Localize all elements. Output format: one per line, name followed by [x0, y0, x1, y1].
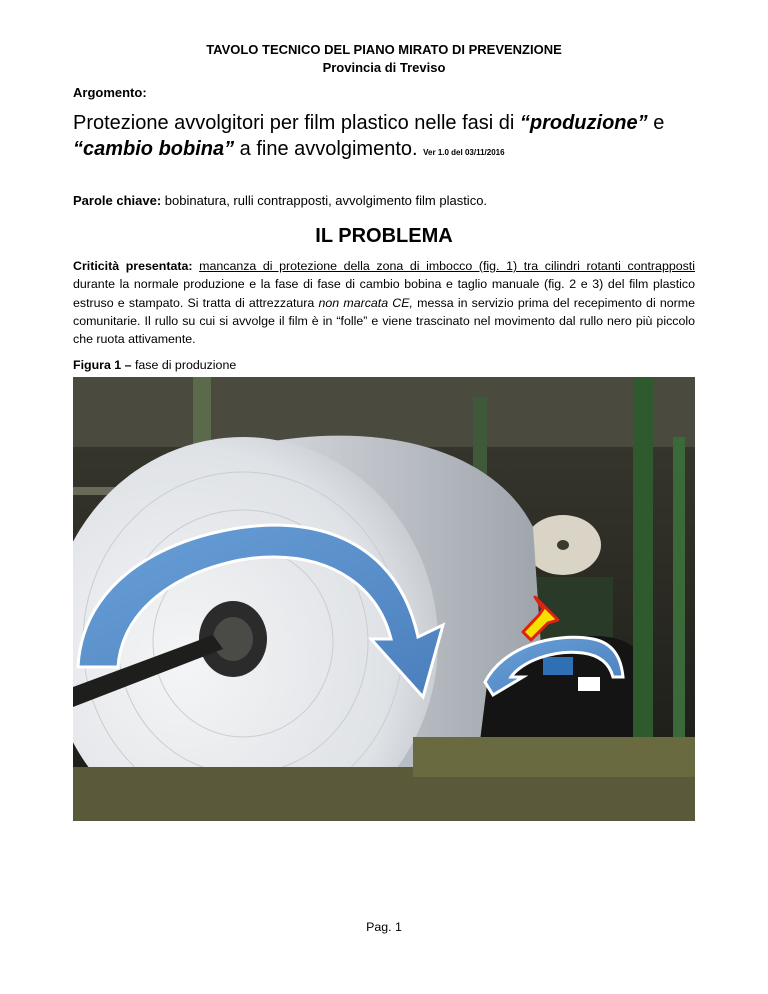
- problem-text1: durante la normale produzione e la fase di fase di cambio bobina e taglio manuale (fig. 2 e 3) del film plastico estruso e stampato. Si tratta di attrezzatura: [73, 277, 695, 310]
- figure-caption: [73, 358, 236, 372]
- header-subtitle: Provincia di Treviso: [322, 60, 446, 75]
- title-dot: .: [412, 138, 424, 160]
- roller-label: [578, 677, 600, 691]
- figure-label: Figura 1 –: [73, 358, 132, 372]
- problem-text2: messa in servizio prima del recepimento di norme comunitarie. Il rullo su cui si avvolge il film è in “folle” e viene trascinato nel movimento dal rullo nero più piccolo che ruota attivamente.: [73, 295, 695, 347]
- roller-label: [543, 657, 573, 675]
- figure-caption-text: fase di produzione: [131, 358, 237, 372]
- keywords-label: Parole chiave:: [73, 193, 162, 208]
- production-photo-illustration: [73, 377, 695, 821]
- title-part2: e: [647, 112, 665, 134]
- title-emph-produzione: “produzione”: [519, 112, 648, 134]
- problem-underlined: mancanza di protezione della zona di imbocco (fig. 1) tra cilindri rotanti contrapposti: [199, 259, 696, 273]
- title-part3: a fine avvolgimento: [234, 138, 413, 160]
- problem-label: Criticità presentata:: [73, 259, 193, 273]
- title-part1: Protezione avvolgitori per film plastico nelle fasi di: [73, 112, 520, 134]
- problem-paragraph: [73, 257, 695, 348]
- background-roll-core: [557, 540, 569, 550]
- roll-hub-inner: [213, 617, 253, 661]
- factory-ceiling: [73, 377, 695, 447]
- version-label: Ver 1.0 del 03/11/2016: [423, 148, 505, 157]
- machine-frame-green: [673, 437, 685, 757]
- argument-label: Argomento:: [73, 85, 147, 100]
- page-number: Pag. 1: [366, 920, 402, 934]
- title-emph-cambio-bobina: “cambio bobina”: [73, 138, 235, 160]
- figure-1-photo: [73, 377, 695, 821]
- header-title: TAVOLO TECNICO DEL PIANO MIRATO DI PREVENZIONE: [206, 42, 562, 57]
- keywords: [73, 193, 487, 208]
- keywords-text: bobinatura, rulli contrapposti, avvolgimento film plastico.: [161, 193, 488, 208]
- machine-base: [413, 737, 695, 777]
- document-title: [73, 110, 713, 166]
- problem-italic: non marcata CE,: [318, 295, 413, 310]
- section-heading: IL PROBLEMA: [315, 225, 453, 247]
